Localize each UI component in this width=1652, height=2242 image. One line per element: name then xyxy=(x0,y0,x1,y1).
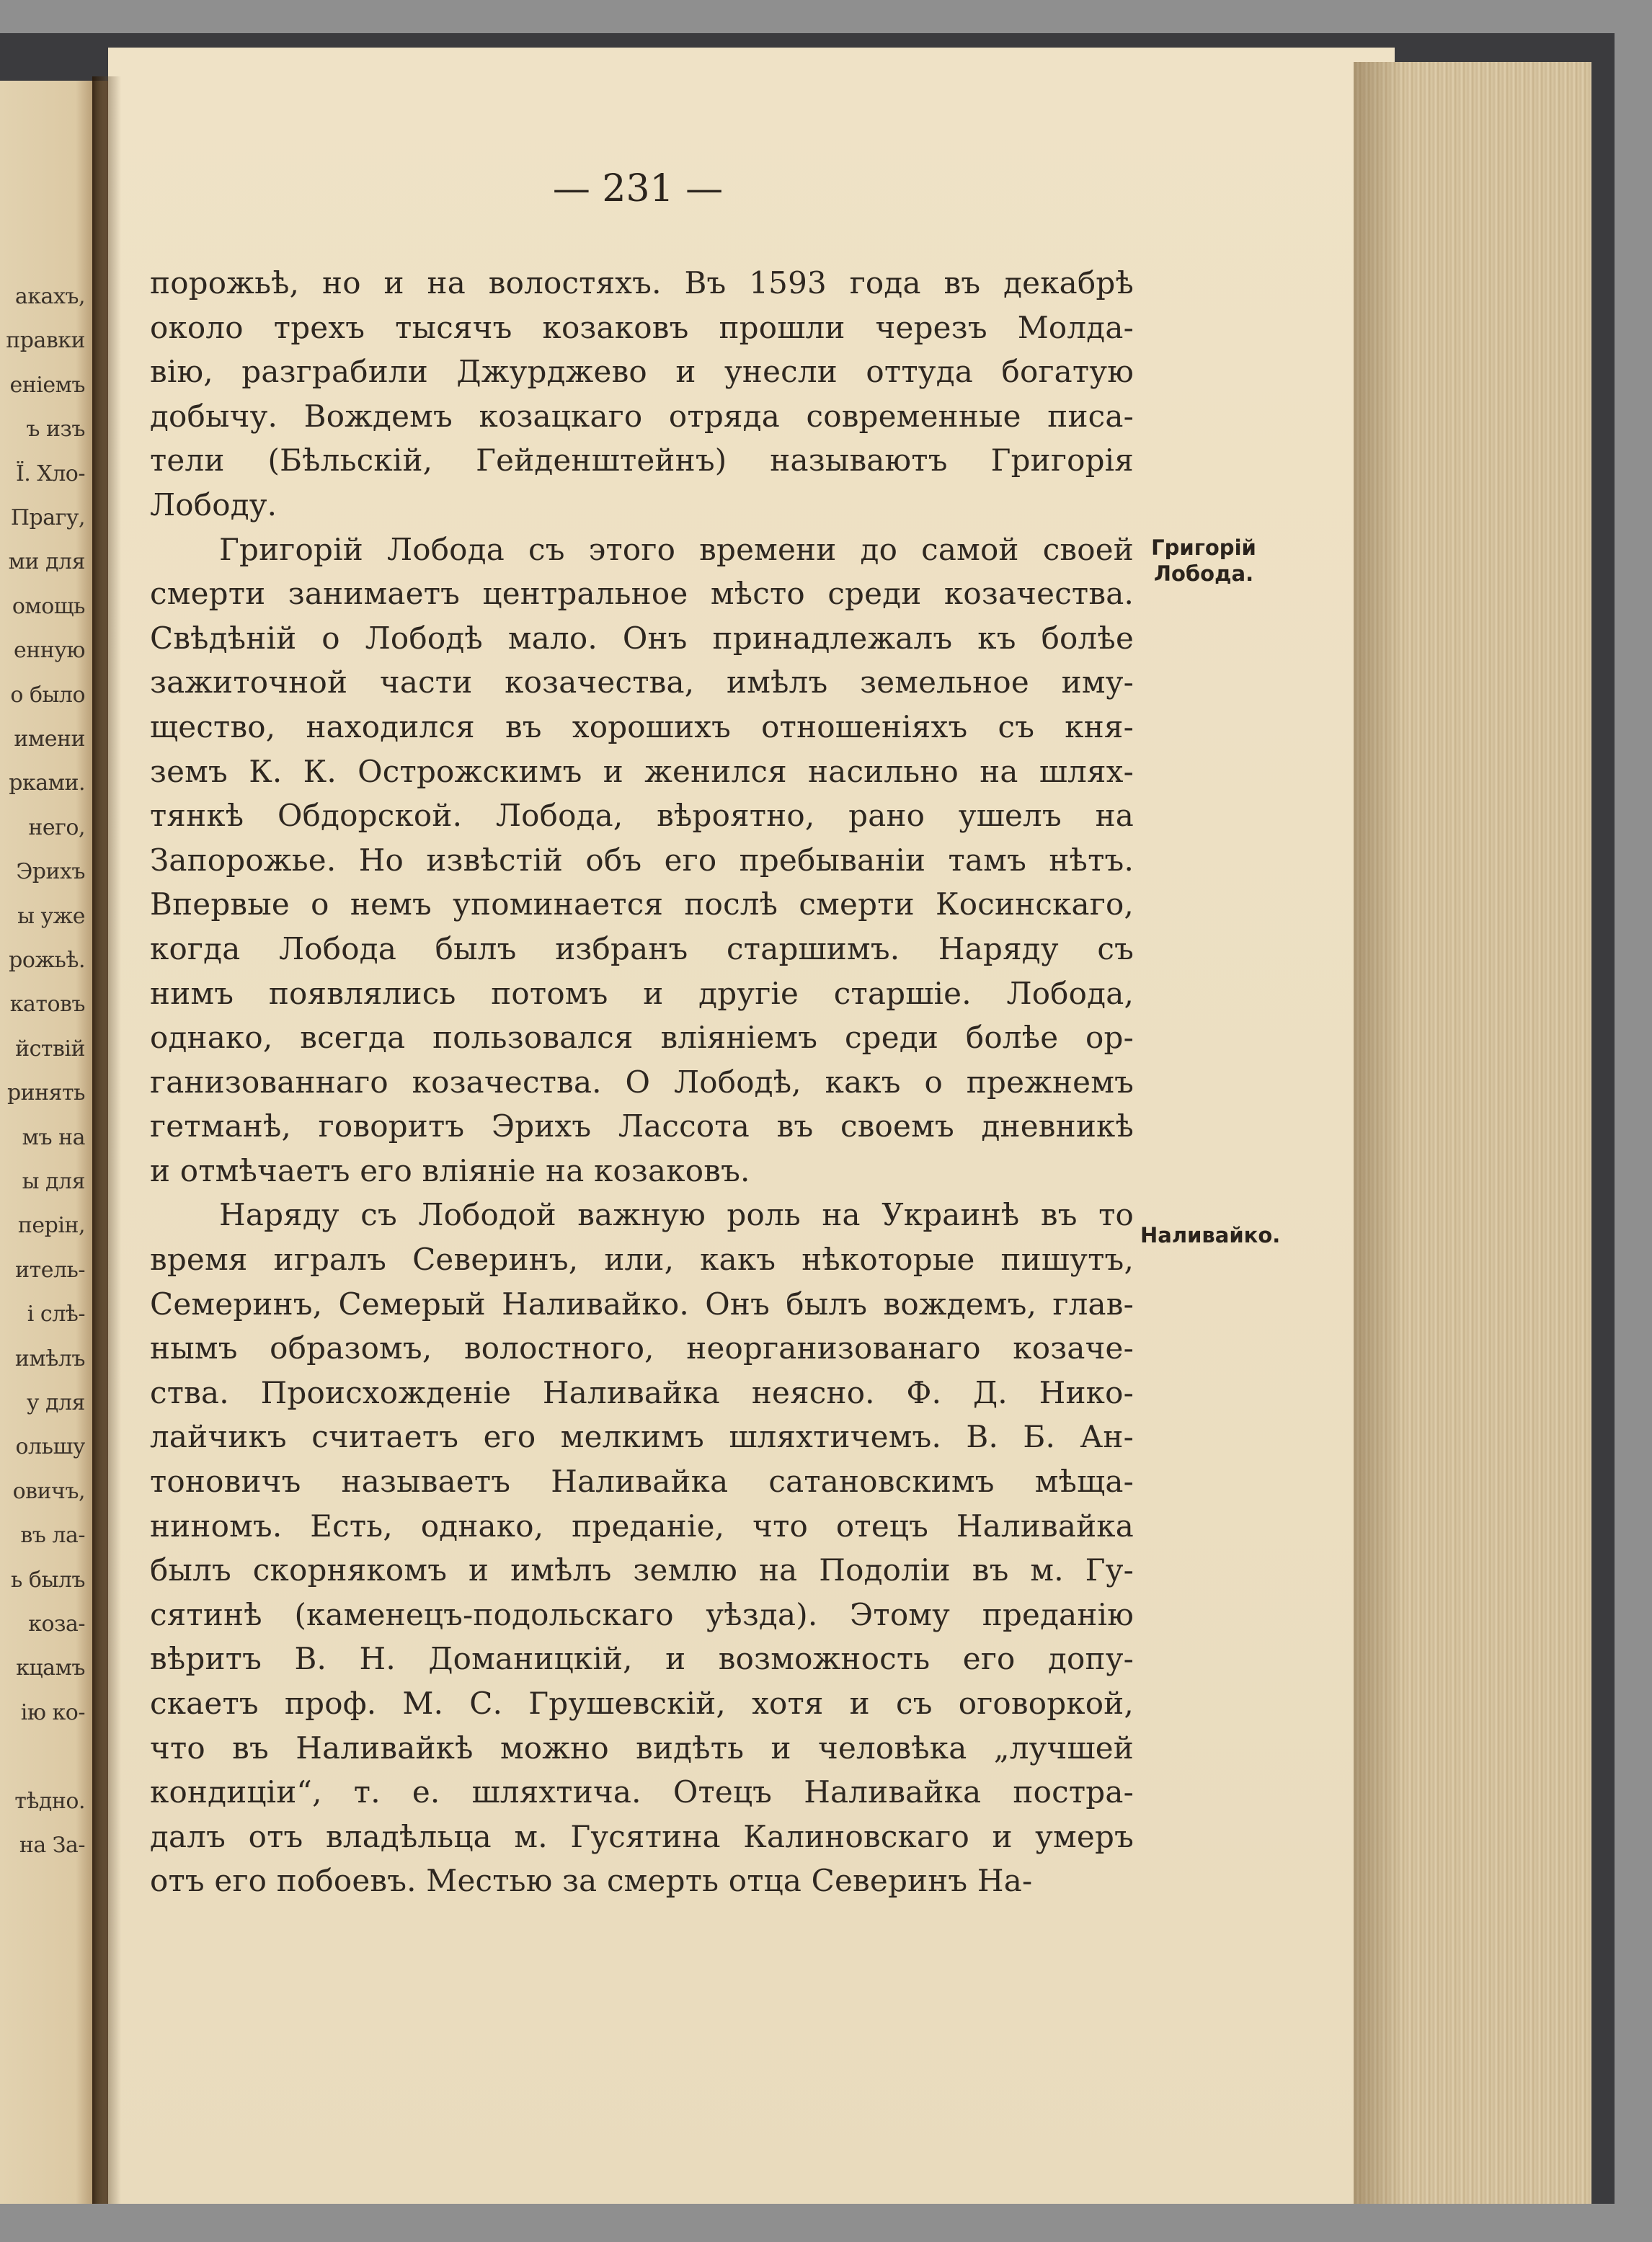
text-line: ства. Происхожденіе Наливайка неясно. Ф. Д. Нико- xyxy=(150,1374,1134,1410)
body-text xyxy=(150,261,1134,1903)
left-page-fragment: Прагу, xyxy=(10,505,85,530)
paragraph xyxy=(150,261,1134,528)
paragraph xyxy=(150,528,1134,1193)
side-note-line: Лобода. xyxy=(1153,561,1254,586)
text-line: нимъ появлялись потомъ и другіе старшіе. Лобода, xyxy=(150,975,1134,1011)
left-page-fragment: ми для xyxy=(8,549,85,575)
text-line: Лободу. xyxy=(150,486,277,522)
left-page-fragment: омощь xyxy=(12,593,85,619)
text-line: гетманѣ, говоритъ Эрихъ Лассота въ своемъ дневникѣ xyxy=(150,1108,1134,1144)
text-line: однако, всегда пользовался вліяніемъ среди болѣе ор- xyxy=(150,1020,1134,1056)
side-note-line: Григорій xyxy=(1151,535,1256,560)
text-line: вію, разграбили Джурджево и унесли оттуда богатую xyxy=(150,354,1134,390)
text-line: кондиціи“, т. е. шляхтича. Отецъ Наливайка постра- xyxy=(150,1774,1134,1810)
left-page-fragment: Эрихъ xyxy=(16,859,85,885)
text-line: вѣритъ В. Н. Доманицкій, и возможность его допу- xyxy=(150,1641,1134,1677)
left-page-fragment: акахъ, xyxy=(14,284,85,309)
left-page-fragment: у для xyxy=(26,1390,85,1415)
left-page-fragment: ольшу xyxy=(15,1434,85,1460)
text-line: зажиточной части козачества, имѣлъ земельное иму- xyxy=(150,664,1134,700)
left-page-fragment: ію ко- xyxy=(20,1699,85,1725)
text-line: около трехъ тысячъ козаковъ прошли черезъ Молда- xyxy=(150,309,1134,345)
text-line: нымъ образомъ, волостного, неорганизованаго козаче- xyxy=(150,1330,1134,1366)
left-page-fragment: енную xyxy=(13,638,85,664)
page-number: — 231 — xyxy=(552,167,724,210)
text-line: когда Лобода былъ избранъ старшимъ. Наряду съ xyxy=(150,930,1134,966)
left-page-fragment: Ї. Хло- xyxy=(15,461,85,486)
left-page-fragment: овичъ, xyxy=(12,1478,85,1504)
book-spine xyxy=(92,76,121,2204)
text-line: отъ его побоевъ. Местью за смерть отца Северинъ На- xyxy=(150,1863,1033,1899)
text-line: Запорожье. Но извѣстій объ его пребываніи тамъ нѣтъ. xyxy=(150,842,1134,878)
left-page-fragment: рками. xyxy=(9,770,85,796)
left-page-fragment: правки xyxy=(6,328,85,354)
side-note-line: Наливайко. xyxy=(1140,1223,1281,1247)
text-line: и отмѣчаетъ его вліяніе на козаковъ. xyxy=(150,1152,750,1188)
text-line: Наряду съ Лободой важную роль на Украинѣ въ то xyxy=(219,1197,1134,1233)
left-page-fragment: на За- xyxy=(19,1833,85,1858)
text-line: тоновичъ называетъ Наливайка сатановскимъ мѣща- xyxy=(150,1464,1134,1500)
text-line: лайчикъ считаетъ его мелкимъ шляхтичемъ. В. Б. Ан- xyxy=(150,1419,1134,1455)
text-line: сятинѣ (каменецъ-подольскаго уѣзда). Этому преданію xyxy=(150,1596,1134,1632)
paragraph xyxy=(150,1193,1134,1903)
text-line: что въ Наливайкѣ можно видѣть и человѣка „лучшей xyxy=(150,1730,1134,1766)
left-page-fragment: еніемъ xyxy=(9,372,85,398)
text-line: тели (Бѣльскій, Гейденштейнъ) называютъ Григорія xyxy=(150,442,1134,479)
text-line: Впервые о немъ упоминается послѣ смерти Косинскаго, xyxy=(150,886,1134,922)
left-page-fragment: кцамъ xyxy=(16,1655,85,1681)
left-page-fragment: перін, xyxy=(17,1213,85,1239)
text-line: смерти занимаетъ центральное мѣсто среди козачества. xyxy=(150,576,1134,612)
side-note-loboda xyxy=(1146,535,1261,587)
left-page-fragment: йствій xyxy=(15,1036,85,1062)
text-line: Григорій Лобода съ этого времени до самой своей xyxy=(219,531,1134,567)
left-page-fragment: ы для xyxy=(22,1169,85,1194)
text-line: ниномъ. Есть, однако, преданіе, что отецъ Наливайка xyxy=(150,1508,1134,1544)
text-line: тянкѣ Обдорской. Лобода, вѣроятно, рано ушелъ на xyxy=(150,798,1134,834)
left-page-fragment: ъ изъ xyxy=(26,417,85,442)
left-page-fragment: о было xyxy=(10,682,85,708)
left-page-fragment: итель- xyxy=(15,1257,85,1283)
left-page-fragment: мъ на xyxy=(22,1124,85,1150)
left-page-fragment: имени xyxy=(14,726,85,752)
left-page-fragment: коза- xyxy=(28,1611,85,1637)
page-edge-shadow xyxy=(1354,62,1404,2204)
left-page-fragment: ь былъ xyxy=(11,1567,85,1593)
text-line: время игралъ Северинъ, или, какъ нѣкоторые пишутъ, xyxy=(150,1242,1134,1278)
text-line: Свѣдѣній о Лободѣ мало. Онъ принадлежалъ къ болѣе xyxy=(150,620,1134,656)
text-line: добычу. Вождемъ козацкаго отряда современные писа- xyxy=(150,398,1134,434)
text-line: порожьѣ, но и на волостяхъ. Въ 1593 года въ декабрѣ xyxy=(150,265,1134,301)
side-note-nalivaiko xyxy=(1140,1222,1284,1248)
left-page-fragment: рожьѣ. xyxy=(9,948,85,973)
text-line: скаетъ проф. М. С. Грушевскій, хотя и съ оговоркой, xyxy=(150,1686,1134,1721)
left-page-fragment: тѣдно. xyxy=(14,1788,85,1814)
left-page-fragment: въ ла- xyxy=(20,1523,85,1549)
text-line: далъ отъ владѣльца м. Гусятина Калиновскаго и умеръ xyxy=(150,1818,1134,1854)
left-page-fragment: катовъ xyxy=(9,992,85,1018)
text-line: земъ К. К. Острожскимъ и женился насильно на шлях- xyxy=(150,753,1134,789)
left-page-fragment: і слѣ- xyxy=(27,1302,85,1327)
left-page-fragment: имѣлъ xyxy=(14,1345,85,1371)
left-page-fragment: него, xyxy=(28,814,85,840)
text-line: щество, находился въ хорошихъ отношеніяхъ съ кня- xyxy=(150,708,1134,744)
text-line: Семеринъ, Семерый Наливайко. Онъ былъ вождемъ, глав- xyxy=(150,1286,1134,1322)
text-line: былъ скорнякомъ и имѣлъ землю на Подоліи въ м. Гу- xyxy=(150,1552,1134,1588)
left-page-fragment: ринять xyxy=(6,1080,85,1106)
left-page-fragment: ы уже xyxy=(17,903,85,929)
text-line: ганизованнаго козачества. О Лободѣ, какъ о прежнемъ xyxy=(150,1064,1134,1100)
